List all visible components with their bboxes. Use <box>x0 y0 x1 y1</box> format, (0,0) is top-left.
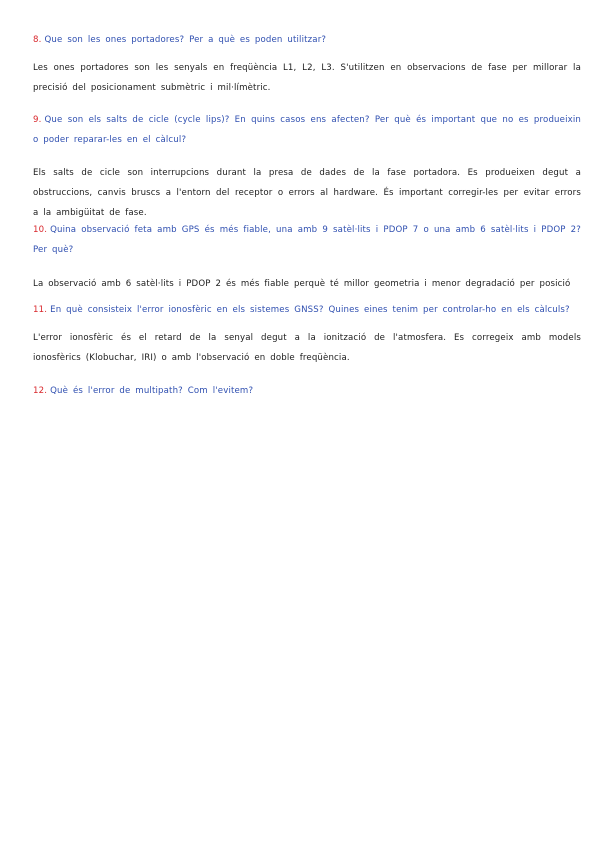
question-number: 8. <box>33 35 42 45</box>
question-text: Que son les ones portadores? Per a què es poden utilitzar? <box>44 35 327 45</box>
question-number: 9. <box>33 115 42 125</box>
question-text: En què consisteix l'error ionosfèric en els sistemes GNSS? Quines eines tenim per controlar-ho en els càlculs? <box>50 305 570 315</box>
question-number: 10. <box>33 225 48 235</box>
question-12 <box>33 381 581 401</box>
question-11 <box>33 300 581 320</box>
answer-9: Els salts de cicle son interrupcions durant la presa de dades de la fase portadora. Es produeixen degut a obstruccions, canvis bruscs a l'entorn del receptor o errors al hardware. És important corregir-les per evitar errors a la ambigüitat de fase. <box>33 168 581 218</box>
question-number: 12. <box>33 386 48 396</box>
question-9 <box>33 110 581 150</box>
question-10 <box>33 220 581 260</box>
answer-10: La observació amb 6 satèl·lits i PDOP 2 és més fiable perquè té millor geometria i menor degradació per posició <box>33 279 571 289</box>
question-8 <box>33 30 581 50</box>
question-number: 11. <box>33 305 48 315</box>
answer-8: Les ones portadores son les senyals en freqüència L1, L2, L3. S'utilitzen en observacions de fase per millorar la precisió del posicionament submètric i mil·límètric. <box>33 63 581 93</box>
question-text: Què és l'error de multipath? Com l'evitem? <box>50 386 254 396</box>
question-text: Quina observació feta amb GPS és més fiable, una amb 9 satèl·lits i PDOP 7 o una amb 6 satèl·lits i PDOP 2? Per què? <box>33 225 581 255</box>
answer-11: L'error ionosfèric és el retard de la senyal degut a la ionització de l'atmosfera. Es corregeix amb models ionosfèrics (Klobuchar, IRI) o amb l'observació en doble freqüència. <box>33 333 581 363</box>
question-text: Que son els salts de cicle (cycle lips)? En quins casos ens afecten? Per què és important que no es produeixin o poder reparar-les en el càlcul? <box>33 115 581 145</box>
